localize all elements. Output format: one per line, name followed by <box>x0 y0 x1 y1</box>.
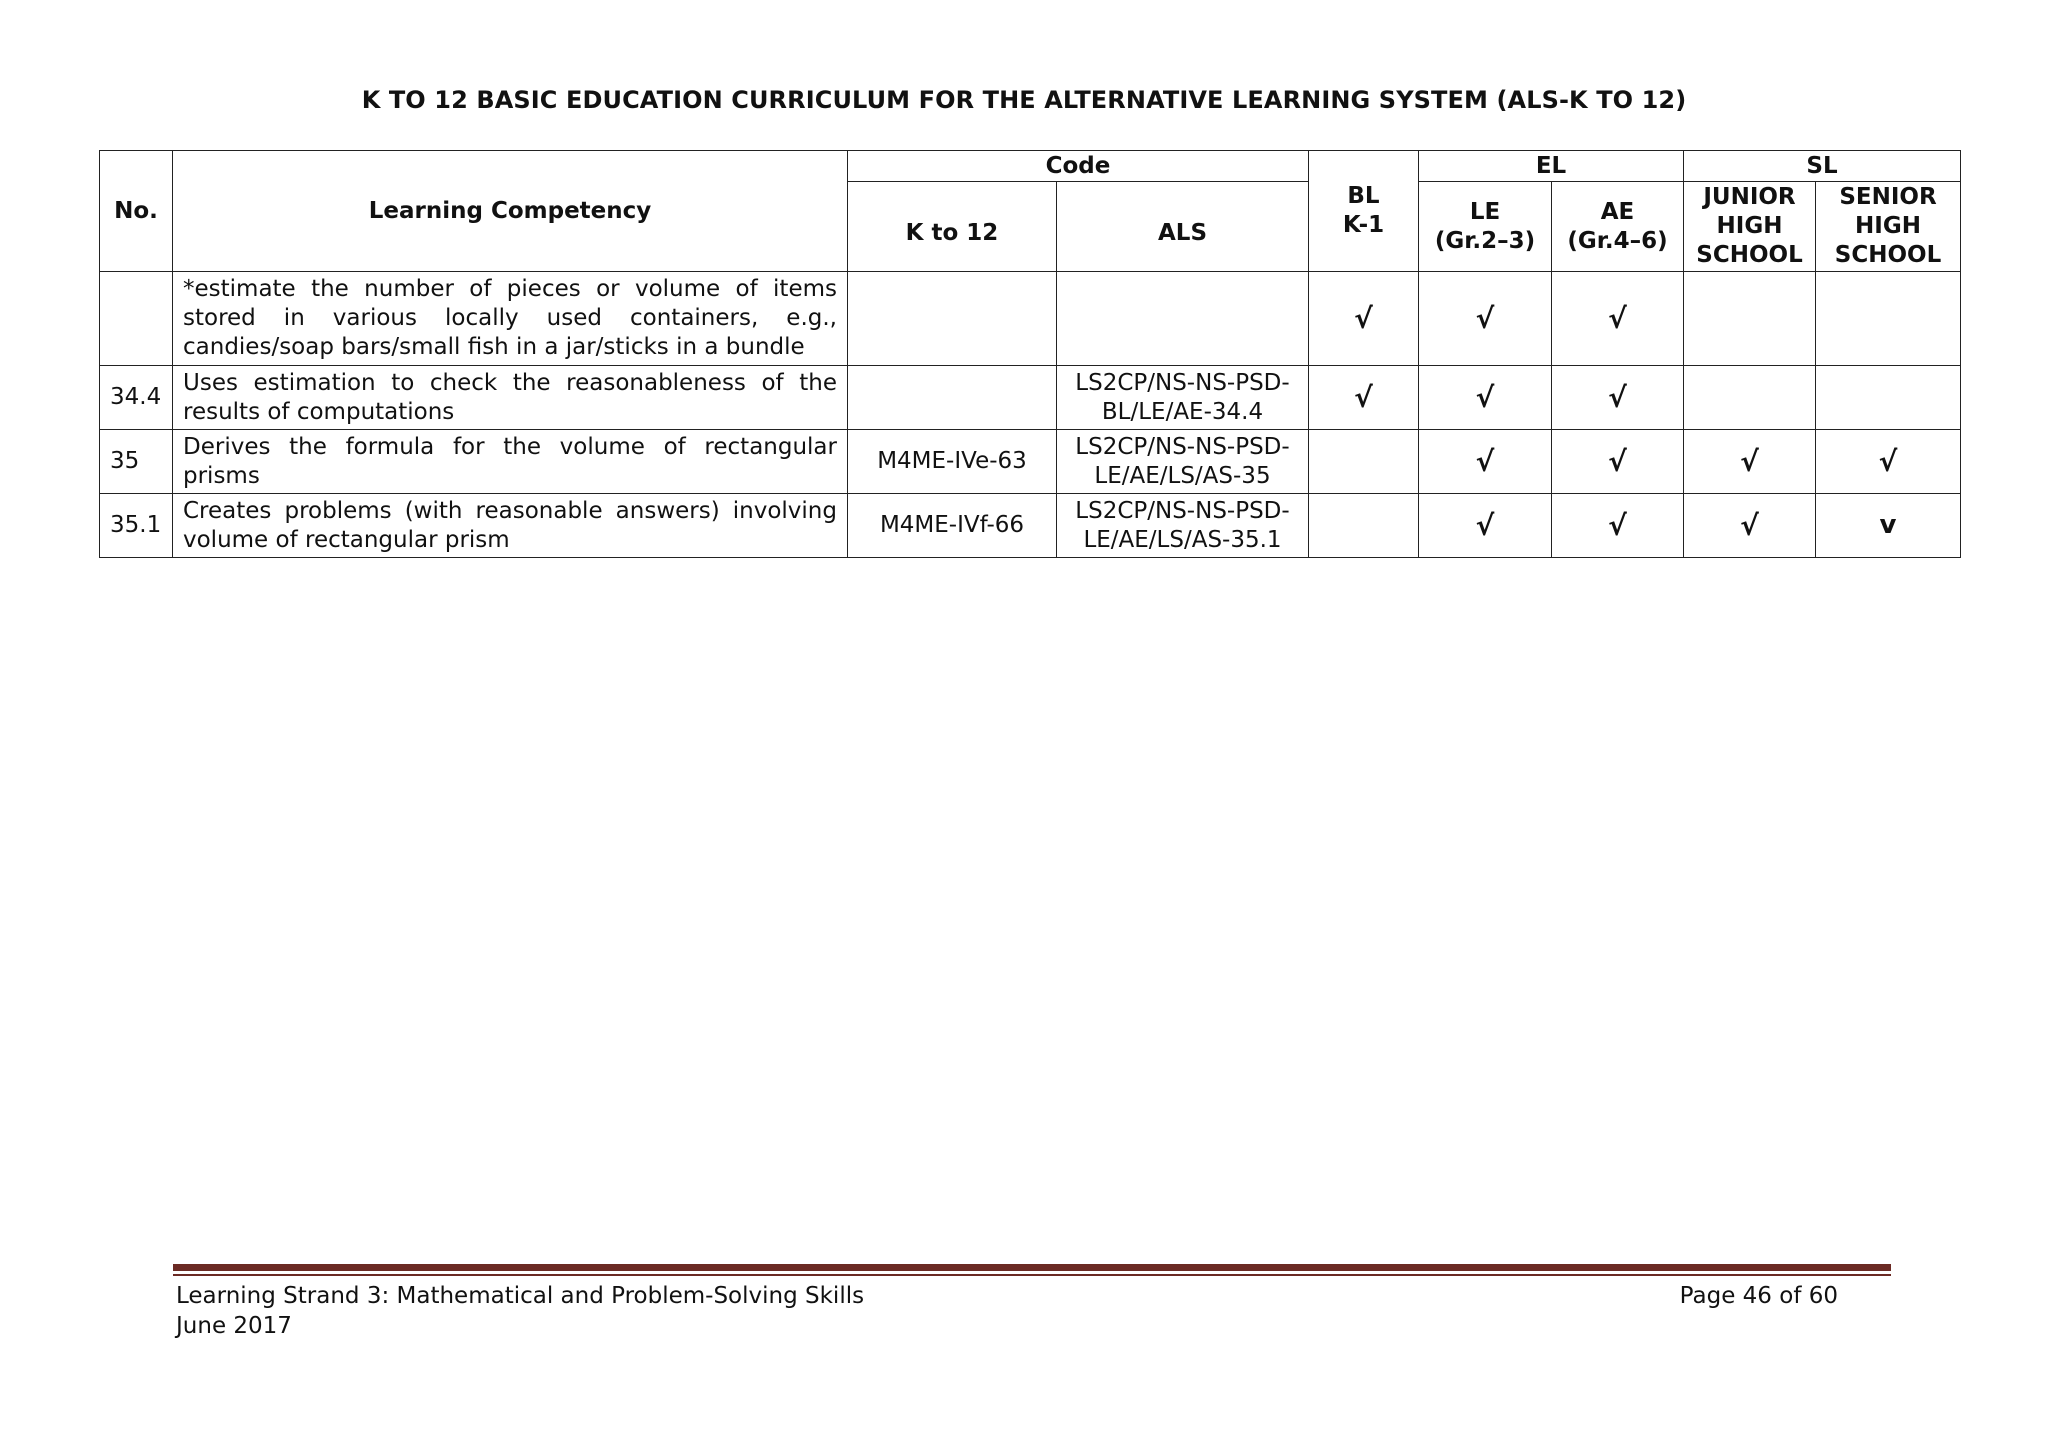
header-ae-line1: AE <box>1600 198 1635 225</box>
row-ae-check: √ <box>1552 494 1684 558</box>
header-jhs-line2: HIGH <box>1716 213 1783 239</box>
row-le-check: √ <box>1419 366 1552 430</box>
row-competency: Creates problems (with reasonable answers) involving volume of rectangular prism <box>173 494 848 558</box>
row-shs-check: v <box>1816 494 1961 558</box>
header-jhs <box>1684 182 1816 272</box>
row-number <box>100 272 173 366</box>
row-number: 35.1 <box>100 494 173 558</box>
row-competency: Uses estimation to check the reasonableness of the results of computations <box>173 366 848 430</box>
row-shs-check: √ <box>1816 430 1961 494</box>
header-le-line2: (Gr.2–3) <box>1434 227 1536 254</box>
table-row <box>100 430 1961 494</box>
row-k12-code <box>848 366 1057 430</box>
row-ae-check: √ <box>1552 430 1684 494</box>
row-jhs-check: √ <box>1684 430 1816 494</box>
table-row <box>100 366 1961 430</box>
header-competency: Learning Competency <box>173 151 848 272</box>
header-shs <box>1816 182 1961 272</box>
row-bl-check: √ <box>1309 366 1419 430</box>
row-als-code-line1: LS2CP/NS-NS-PSD- <box>1075 433 1290 460</box>
row-als-code-line2: LE/AE/LS/AS-35 <box>1094 462 1271 489</box>
footer-divider-thin <box>173 1274 1891 1276</box>
header-bl-line2: K-1 <box>1342 212 1385 238</box>
row-als-code <box>1057 494 1309 558</box>
row-k12-code: M4ME-IVf-66 <box>848 494 1057 558</box>
row-shs-check <box>1816 272 1961 366</box>
header-sl: SL <box>1684 151 1961 182</box>
header-bl-line1: BL <box>1347 183 1380 209</box>
header-row-top <box>100 151 1961 182</box>
row-ae-check: √ <box>1552 272 1684 366</box>
footer-left <box>176 1281 864 1341</box>
header-no: No. <box>100 151 173 272</box>
header-k12: K to 12 <box>848 182 1057 272</box>
table-row <box>100 272 1961 366</box>
row-shs-check <box>1816 366 1961 430</box>
row-als-code <box>1057 366 1309 430</box>
header-jhs-line3: SCHOOL <box>1696 242 1803 268</box>
header-als: ALS <box>1057 182 1309 272</box>
curriculum-table <box>99 150 1961 558</box>
row-als-code-line2: BL/LE/AE-34.4 <box>1101 398 1264 425</box>
page-title: K TO 12 BASIC EDUCATION CURRICULUM FOR THE ALTERNATIVE LEARNING SYSTEM (ALS-K TO 12) <box>361 86 1687 114</box>
row-le-check: √ <box>1419 272 1552 366</box>
header-code: Code <box>848 151 1309 182</box>
row-number: 35 <box>100 430 173 494</box>
row-competency: Derives the formula for the volume of rectangular prisms <box>173 430 848 494</box>
header-ae-line2: (Gr.4–6) <box>1567 227 1668 254</box>
row-als-code-line1: LS2CP/NS-NS-PSD- <box>1075 497 1290 524</box>
row-als-code <box>1057 430 1309 494</box>
footer-date: June 2017 <box>176 1313 292 1339</box>
row-als-code <box>1057 272 1309 366</box>
header-shs-line1: SENIOR <box>1839 184 1937 210</box>
row-jhs-check <box>1684 366 1816 430</box>
footer-divider <box>173 1264 1891 1271</box>
row-bl-check: √ <box>1309 272 1419 366</box>
header-el: EL <box>1419 151 1684 182</box>
row-le-check: √ <box>1419 430 1552 494</box>
row-number: 34.4 <box>100 366 173 430</box>
row-als-code-line1: LS2CP/NS-NS-PSD- <box>1075 369 1290 396</box>
row-k12-code: M4ME-IVe-63 <box>848 430 1057 494</box>
footer-page-number: Page 46 of 60 <box>1679 1283 1838 1309</box>
header-shs-line3: SCHOOL <box>1834 242 1942 268</box>
header-le-line1: LE <box>1469 198 1501 225</box>
footer-strand: Learning Strand 3: Mathematical and Problem-Solving Skills <box>176 1283 865 1309</box>
row-le-check: √ <box>1419 494 1552 558</box>
row-ae-check: √ <box>1552 366 1684 430</box>
row-bl-check <box>1309 494 1419 558</box>
row-jhs-check <box>1684 272 1816 366</box>
table-row <box>100 494 1961 558</box>
header-jhs-line1: JUNIOR <box>1703 184 1796 210</box>
row-als-code-line2: LE/AE/LS/AS-35.1 <box>1083 526 1282 553</box>
row-bl-check <box>1309 430 1419 494</box>
row-competency: *estimate the number of pieces or volume of items stored in various locally used containers, e.g., candies/soap bars/small fish in a jar/sticks in a bundle <box>173 272 848 366</box>
row-k12-code <box>848 272 1057 366</box>
row-jhs-check: √ <box>1684 494 1816 558</box>
header-le <box>1419 182 1552 272</box>
header-bl <box>1309 151 1419 272</box>
header-shs-line2: HIGH <box>1855 213 1921 239</box>
header-ae <box>1552 182 1684 272</box>
